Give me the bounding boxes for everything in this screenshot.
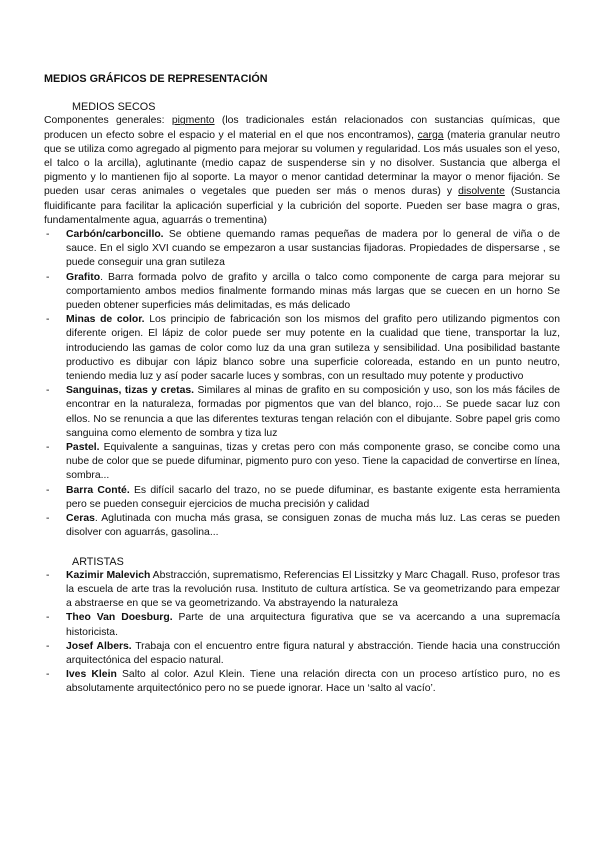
item-text: Los principio de fabricación son los mismos del grafito pero utilizando pigmentos con diferente origen. El lápiz de color puede ser muy potente en la cualidad que tiene, transportar la luz, introduciendo las gamas de color como luz da una gran sutileza y sensibilidad. Una posibilidad bastante productivo es dibujar con lápiz blanco sobre una superficie coloreada, estando en un punto neutro, teniendo media luz y así poder sacarle luces y sombras, con un resultado muy potente y productivo xyxy=(66,314,560,383)
list-dash: - xyxy=(46,612,50,624)
item-text: Se obtiene quemando ramas pequeñas de madera por lo general de viña o de sauce. En el siglo XVI cuando se empezaron a usar sustancias fijadoras. Propiedades de dispersarse , se puede conseguir una gran sutileza xyxy=(66,229,560,269)
medios-list xyxy=(44,228,560,540)
list-item xyxy=(44,512,560,540)
item-term: Minas de color. xyxy=(66,314,145,326)
list-dash: - xyxy=(46,640,50,652)
list-item xyxy=(44,441,560,484)
item-text: . Barra formada polvo de grafito y arcilla o talco como componente de carga para mejorar su comportamiento ambos medios finalmente formando minas más largas que se cuecen en un horno Se pueden obtener superficies más delimitadas, es más delicado xyxy=(66,271,560,312)
section-heading-medios-secos: MEDIOS SECOS xyxy=(72,101,156,114)
intro-text-1: Componentes generales: xyxy=(44,115,172,127)
list-dash: - xyxy=(46,569,50,581)
list-dash: - xyxy=(46,513,50,525)
intro-text-4: (Sustancia fluidificante para facilitar la aplicación superficial y la cubrición del soporte. Pueden ser base magra o gras, fundamentalmente agua, aguarrás o trementina) xyxy=(44,186,560,226)
term-carga: carga xyxy=(417,129,444,141)
item-term: Barra Conté. xyxy=(66,484,130,496)
list-item xyxy=(44,228,560,271)
list-dash: - xyxy=(46,669,50,681)
list-item xyxy=(44,484,560,512)
list-item xyxy=(44,569,560,612)
item-text: . Aglutinada con mucha más grasa, se consiguen zonas de mucha más luz. Las ceras se pueden disolver con aguarrás, gasolina... xyxy=(66,513,560,539)
section-heading-artistas: ARTISTAS xyxy=(72,555,124,568)
item-term: Kazimir Malevich xyxy=(66,569,151,581)
term-pigmento: pigmento xyxy=(171,115,215,127)
item-term: Theo Van Doesburg. xyxy=(66,612,173,624)
item-term: Ceras xyxy=(66,513,95,525)
item-term: Pastel. xyxy=(66,442,100,454)
list-dash: - xyxy=(46,442,50,454)
item-term: Josef Albers. xyxy=(66,640,132,652)
item-text: Parte de una arquitectura figurativa que se va acercando a una supremacía historicista. xyxy=(66,612,560,638)
section-spacer xyxy=(44,541,560,555)
list-dash: - xyxy=(46,271,50,283)
document-page xyxy=(44,72,560,697)
list-dash: - xyxy=(46,484,50,496)
list-item xyxy=(44,640,560,668)
item-text: Equivalente a sanguinas, tizas y cretas pero con más componente graso, se concibe como una nube de color que se puede difuminar, pigmento puro con yeso. Tiene la capacidad de convertirse en línea, sombra... xyxy=(66,442,560,482)
item-text: Salto al color. Azul Klein. Tiene una relación directa con un proceso artístico puro, no es absolutamente arquitectónico pero no se puede ignorar. Hace un ‘salto al vacío’. xyxy=(66,669,561,695)
item-text: Abstracción, suprematismo, Referencias El Lissitzky y Marc Chagall. Ruso, profesor tras la escuela de arte tras la revolución rusa. Instituto de cultura artística. Se va geometrizando para empezar a abstraerse en que se va geometrizando. Va abstrayendo la naturaleza xyxy=(66,569,560,610)
list-item xyxy=(44,271,560,314)
item-term: Ives Klein xyxy=(66,669,117,681)
list-item xyxy=(44,384,560,441)
list-item xyxy=(44,313,560,384)
item-term: Carbón/carboncillo. xyxy=(66,229,164,241)
artistas-list xyxy=(44,569,560,697)
intro-text-3: (materia granular neutro que se utiliza como agregado al pigmento para mejorar su volumen y regularidad. Los más usuales son el yeso, el talco o la arcilla), aglutinante (medio capaz de suspenderse sin y no disolver. Sustancia que alberga el pigmento y lo mantienen fijo al soporte. La mayor o menor cantidad determinar la mayor o menor fijación. Se pueden usar ceras animales o vegetales que pueden ser más o menos duras) y xyxy=(44,129,560,198)
intro-text-2: (los tradicionales están relacionados con sustancias químicas, que producen un efecto sobre el espacio y el material en el que nos encontramos), xyxy=(44,115,560,141)
list-dash: - xyxy=(46,385,50,397)
item-text: Trabaja con el encuentro entre figura natural y abstracción. Tiende hacia una construcción arquitectónica del espacio natural. xyxy=(66,640,561,666)
list-item xyxy=(44,668,560,696)
term-disolvente: disolvente xyxy=(458,186,505,198)
item-term: Grafito xyxy=(66,271,101,283)
list-dash: - xyxy=(46,229,50,241)
page-title: MEDIOS GRÁFICOS DE REPRESENTACIÓN xyxy=(44,73,268,85)
item-text: Es difícil sacarlo del trazo, no se puede difuminar, es bastante exigente esta herramienta pero se pueden conseguir ejercicios de mucha precisión y calidad xyxy=(66,484,560,510)
item-term: Sanguinas, tizas y cretas. xyxy=(66,385,195,397)
list-item xyxy=(44,611,560,639)
item-text: Similares al minas de grafito en su composición y uso, son los más fáciles de encontrar en la naturaleza, formadas por pigmentos que van del blanco, rojo... Se puede sacar luz con ellos. No se renuncia a que las diferentes texturas tengan relación con el dibujante. Sobre papel gris como sanguina como elemento de sombra y tiza luz xyxy=(66,385,561,439)
list-dash: - xyxy=(46,314,50,326)
intro-paragraph xyxy=(44,114,560,228)
